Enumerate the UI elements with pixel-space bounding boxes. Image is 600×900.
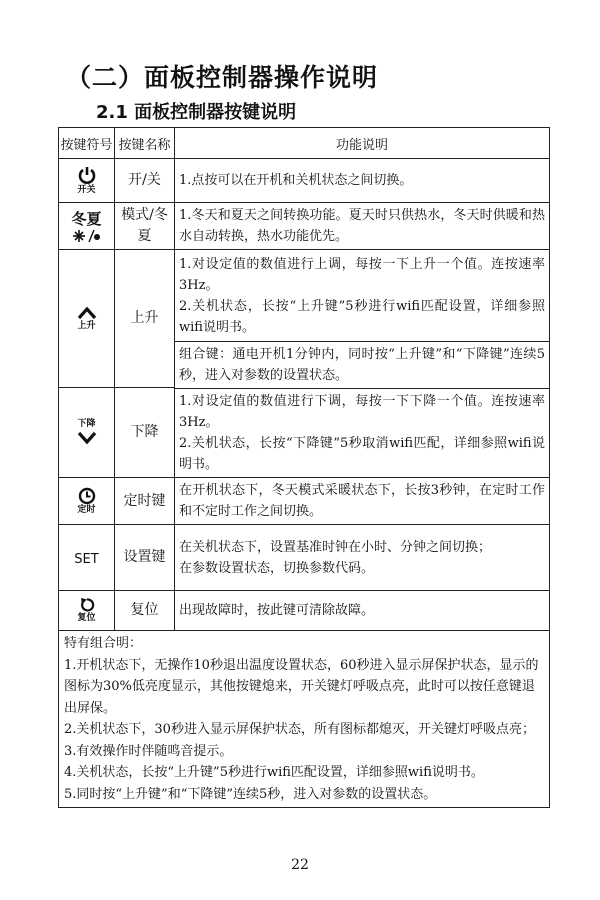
button-desc: 出现故障时，按此键可清除故障。: [175, 591, 550, 631]
header-symbol: 按键符号: [59, 128, 115, 159]
button-name: 上升: [115, 250, 175, 388]
button-name: 定时键: [115, 478, 175, 525]
note-item: 2.关机状态下，30秒进入显示屏保护状态，所有图标都熄灭，开关键灯呼吸点亮；: [64, 722, 535, 737]
button-desc: 1.对设定值的数值进行下调，每按一下下降一个值。连按速率3Hz。 2.关机状态，长按“下降键”5秒取消wifi匹配，详细参照wifi说明书。: [175, 389, 550, 478]
table-row: [59, 250, 550, 342]
power-icon: [59, 165, 114, 185]
chevron-up-icon: [59, 305, 114, 321]
symbol-label: SET: [74, 552, 99, 567]
symbol-label: 复位: [77, 613, 96, 623]
table-header-row: [59, 128, 550, 159]
header-function: 功能说明: [175, 128, 550, 159]
combo-desc: 组合键：通电开机1分钟内，同时按“上升键”和“下降键”连续5秒，进入对参数的设置状态。: [175, 342, 550, 389]
button-name: 设置键: [115, 525, 175, 591]
snow-sun-icon: [59, 228, 114, 244]
button-name: 开/关: [115, 159, 175, 203]
clock-icon: [59, 487, 114, 505]
button-table: [58, 127, 550, 808]
page-number: 22: [291, 857, 309, 873]
note-item: 1.开机状态下，无操作10秒退出温度设置状态，60秒进入显示屏保护状态，显示的图标为30%低亮度显示，其他按键熄来，开关键灯呼吸点亮，此时可以按任意键退出屏保。: [64, 657, 539, 716]
note-item: 4.关机状态，长按“上升键”5秒进行wifi匹配设置，详细参照wifi说明书。: [64, 765, 484, 780]
symbol-label: 定时: [77, 504, 96, 515]
symbol-cell: [59, 591, 115, 631]
symbol-cell: [59, 525, 115, 591]
header-name: 按键名称: [115, 128, 175, 159]
button-name: 复位: [115, 591, 175, 631]
symbol-cell: [59, 250, 115, 388]
note-item: 3.有效操作时伴随鸣音提示。: [64, 743, 233, 759]
table-row: [59, 478, 550, 525]
button-desc: 在开机状态下，冬天模式采暖状态下，长按3秒钟，在定时工作和不定时工作之间切换。: [175, 478, 550, 525]
table-row: [59, 203, 550, 250]
symbol-label: 开关: [77, 185, 96, 195]
button-desc: 1.对设定值的数值进行上调，每按一下上升一个值。连按速率3Hz。 2.关机状态，长按“上升键”5秒进行wifi匹配设置，详细参照wifi说明书。: [175, 250, 550, 342]
table-row: [59, 159, 550, 203]
notes-row: [59, 631, 550, 808]
symbol-cell: [59, 478, 115, 525]
button-name: 下降: [115, 388, 175, 478]
reset-icon: [59, 597, 114, 613]
button-desc: 1.点按可以在开机和关机状态之间切换。: [175, 159, 550, 203]
button-name: 模式/冬夏: [115, 203, 175, 250]
notes-cell: [59, 631, 550, 808]
table-row: [59, 525, 550, 591]
section-heading: （二）面板控制器操作说明: [66, 63, 379, 92]
symbol-cell: [59, 203, 115, 250]
chevron-down-icon: [59, 430, 114, 446]
note-item: 5.同时按“上升键”和“下降键”连续5秒，进入对参数的设置状态。: [64, 786, 437, 802]
symbol-label: 下降: [77, 419, 96, 429]
symbol-label: 冬夏: [71, 209, 102, 228]
subsection-heading: 2.1 面板控制器按键说明: [96, 102, 297, 123]
symbol-label: 上升: [77, 321, 96, 331]
symbol-cell: [59, 388, 115, 478]
symbol-cell: [59, 159, 115, 203]
button-desc: 1.冬天和夏天之间转换功能。夏天时只供热水，冬天时供暖和热水自动转换，热水功能优先。: [175, 203, 550, 250]
table-row: [59, 591, 550, 631]
notes-title: 特有组合明：: [64, 636, 143, 651]
button-desc: 在关机状态下，设置基准时钟在小时、分钟之间切换； 在参数设置状态，切换参数代码。: [175, 525, 550, 591]
